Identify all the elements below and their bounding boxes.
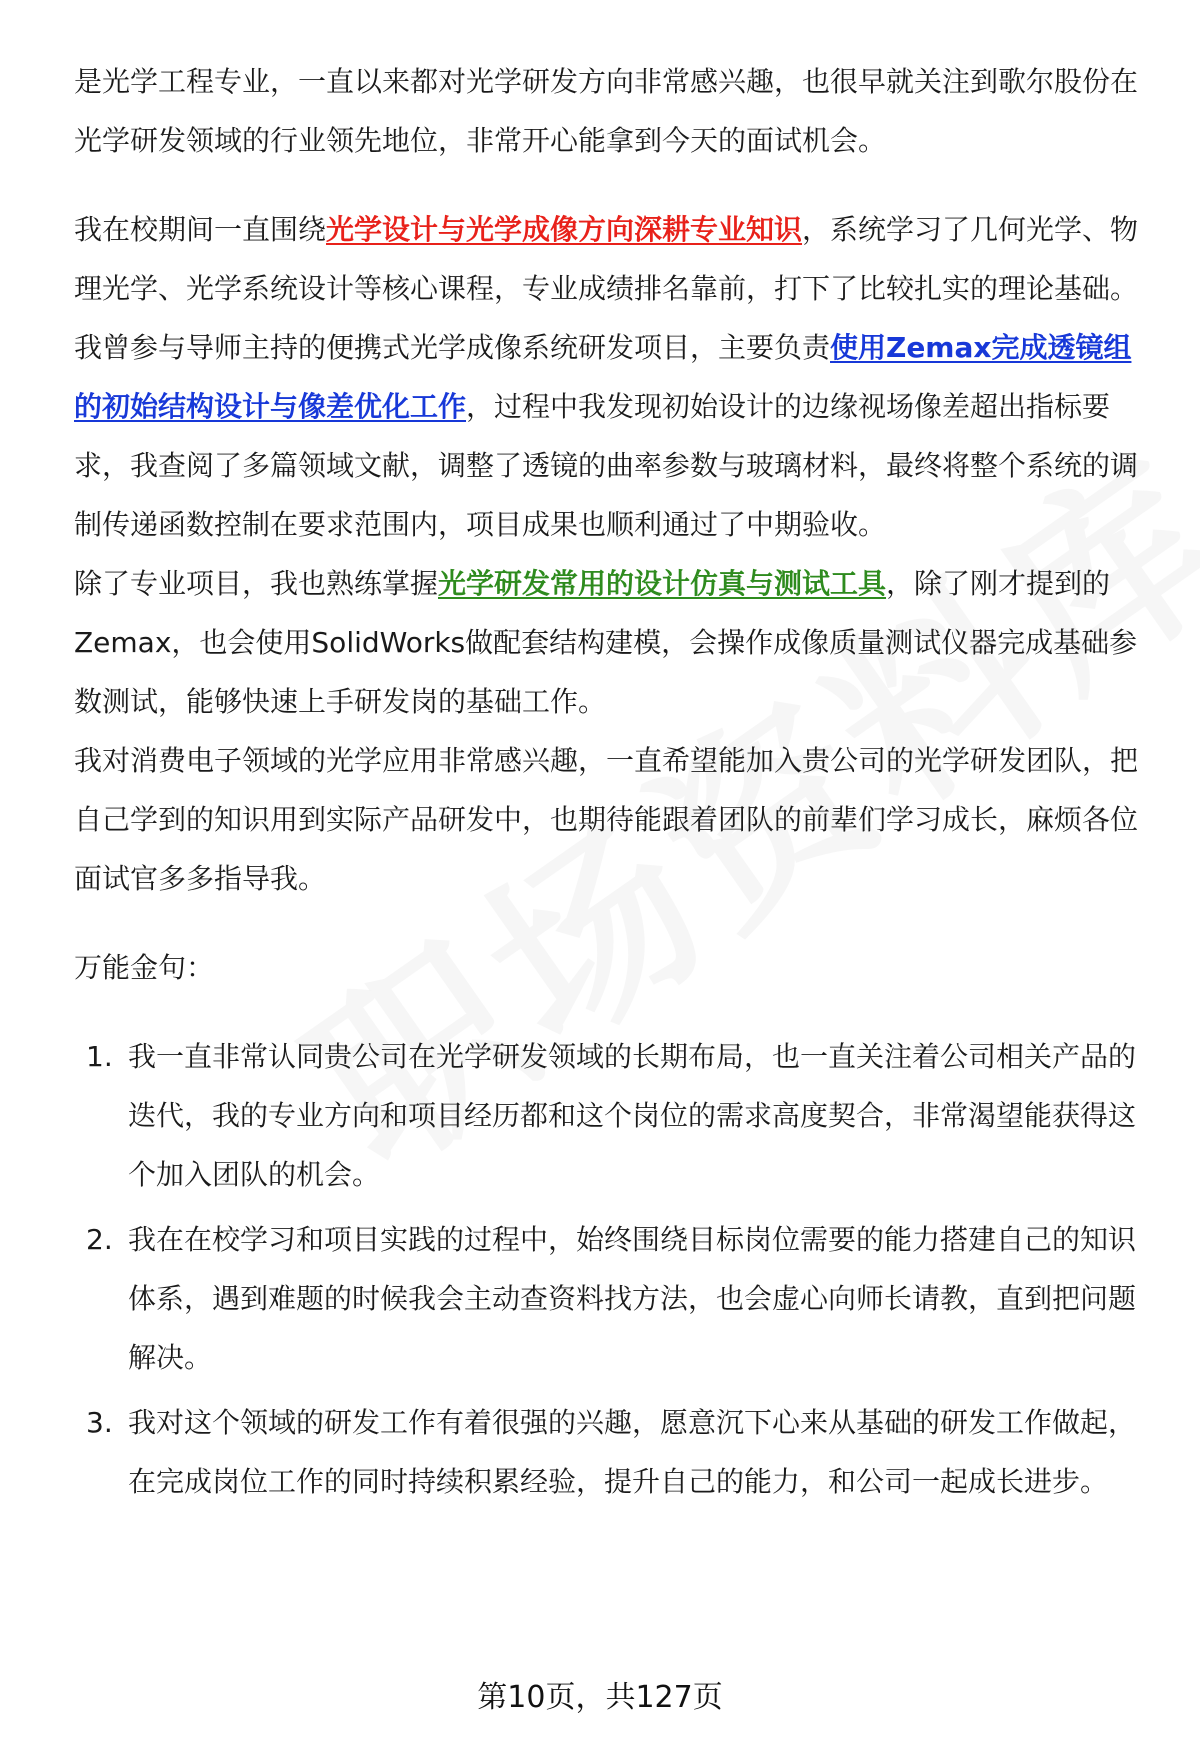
highlight-green: 光学研发常用的设计仿真与测试工具 — [438, 567, 887, 600]
phrase-list — [74, 1027, 1154, 1511]
page-footer: 第10页，共127页 — [477, 1680, 723, 1715]
paragraph-tools-lead: 除了专业项目，我也熟练掌握 — [74, 567, 439, 600]
paragraph-tools — [74, 554, 1154, 731]
list-item-text: 我一直非常认同贵公司在光学研发领域的长期布局，也一直关注着公司相关产品的迭代，我的专业方向和项目经历都和这个岗位的需求高度契合，非常渴望能获得这个加入团队的机会。 — [128, 1040, 1137, 1191]
paragraph-tools-rest: ，除了刚才提到的Zemax，也会使用SolidWorks做配套结构建模，会操作成像质量测试仪器完成基础参数测试，能够快速上手研发岗的基础工作。 — [74, 567, 1138, 718]
list-item-number: 3. — [86, 1406, 113, 1439]
paragraph-study — [74, 200, 1154, 318]
section-title: 万能金句： — [74, 951, 215, 984]
list-item — [74, 1027, 1154, 1204]
paragraph-intro: 是光学工程专业，一直以来都对光学研发方向非常感兴趣，也很早就关注到歌尔股份在光学研发领域的行业领先地位，非常开心能拿到今天的面试机会。 — [74, 65, 1139, 157]
list-item-number: 1. — [86, 1040, 113, 1073]
list-item-text: 我对这个领域的研发工作有着很强的兴趣，愿意沉下心来从基础的研发工作做起，在完成岗位工作的同时持续积累经验，提升自己的能力，和公司一起成长进步。 — [128, 1406, 1137, 1498]
paragraph-project-lead: 我曾参与导师主持的便携式光学成像系统研发项目，主要负责 — [74, 331, 831, 364]
list-item — [74, 1393, 1154, 1511]
list-item-text: 我在在校学习和项目实践的过程中，始终围绕目标岗位需要的能力搭建自己的知识体系，遇到难题的时候我会主动查资料找方法，也会虚心向师长请教，直到把问题解决。 — [128, 1223, 1137, 1374]
paragraph-project-rest: ，过程中我发现初始设计的边缘视场像差超出指标要求，我查阅了多篇领域文献，调整了透镜的曲率参数与玻璃材料，最终将整个系统的调制传递函数控制在要求范围内，项目成果也顺利通过了中期验收。 — [74, 390, 1139, 541]
paragraph-study-rest: ，系统学习了几何光学、物理光学、光学系统设计等核心课程，专业成绩排名靠前，打下了比较扎实的理论基础。 — [74, 213, 1139, 305]
paragraph-project — [74, 318, 1154, 554]
document-body — [74, 52, 1154, 1511]
list-item-number: 2. — [86, 1223, 113, 1256]
highlight-blue: 使用Zemax完成透镜组的初始结构设计与像差优化工作 — [74, 331, 1132, 423]
paragraph-closing: 我对消费电子领域的光学应用非常感兴趣，一直希望能加入贵公司的光学研发团队，把自己学到的知识用到实际产品研发中，也期待能跟着团队的前辈们学习成长，麻烦各位面试官多多指导我。 — [74, 744, 1139, 895]
list-item — [74, 1210, 1154, 1387]
paragraph-study-lead: 我在校期间一直围绕 — [74, 213, 327, 246]
highlight-red: 光学设计与光学成像方向深耕专业知识 — [326, 213, 803, 246]
